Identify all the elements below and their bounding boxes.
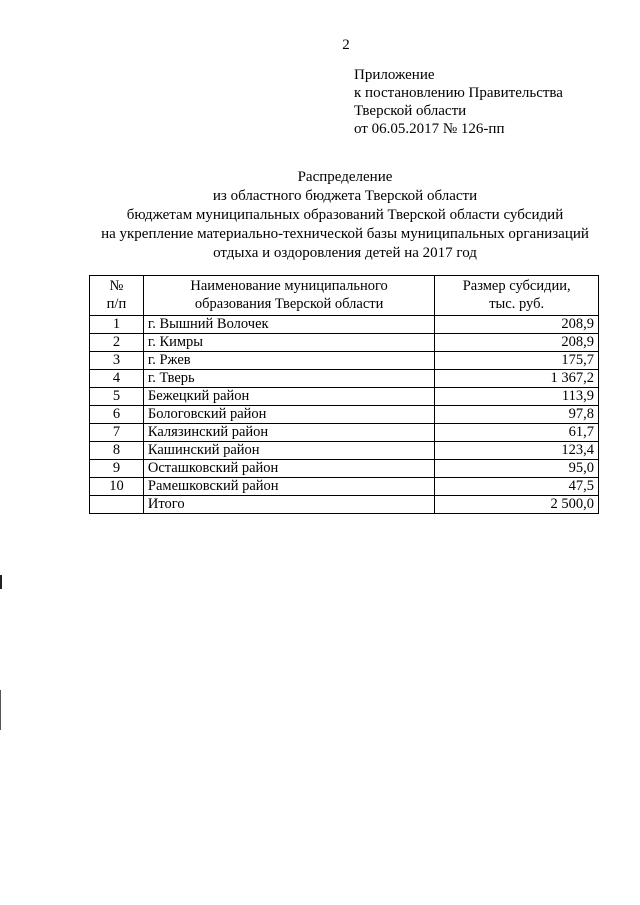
row-amount: 208,9 [435,334,599,352]
row-amount: 61,7 [435,424,599,442]
header-num-line1: № [109,278,124,294]
table-row [90,424,599,442]
table-row [90,352,599,370]
table-row [90,406,599,424]
appendix-header [354,66,563,138]
row-number: 8 [90,442,144,460]
row-amount: 97,8 [435,406,599,424]
row-amount: 123,4 [435,442,599,460]
table-row [90,370,599,388]
table-header-row [90,276,599,316]
row-number: 4 [90,370,144,388]
row-municipality: Бологовский район [143,406,434,424]
title-line: бюджетам муниципальных образований Тверской области субсидий [126,207,564,223]
row-amount: 113,9 [435,388,599,406]
scan-edge-mark [0,690,1,730]
scan-edge-mark [0,575,2,589]
row-number: 7 [90,424,144,442]
appendix-line: от 06.05.2017 № 126-пп [354,121,505,137]
row-number: 9 [90,460,144,478]
header-amount [435,276,599,316]
row-number: 10 [90,478,144,496]
title-line: отдыха и оздоровления детей на 2017 год [213,245,477,261]
header-num [90,276,144,316]
header-num-line2: п/п [106,296,127,312]
appendix-line: Приложение [354,67,435,83]
row-number: 5 [90,388,144,406]
row-amount: 1 367,2 [435,370,599,388]
table-row [90,478,599,496]
appendix-line: Тверской области [354,103,467,119]
row-amount: 95,0 [435,460,599,478]
appendix-line: к постановлению Правительства [354,85,563,101]
row-municipality: Осташковский район [143,460,434,478]
table-row [90,316,599,334]
row-municipality: г. Кимры [143,334,434,352]
row-municipality: г. Ржев [143,352,434,370]
header-amount-line1: Размер субсидии, [462,278,571,294]
table-row [90,442,599,460]
row-municipality: г. Тверь [143,370,434,388]
row-number: 1 [90,316,144,334]
table-row [90,388,599,406]
row-municipality: г. Вышний Волочек [143,316,434,334]
row-municipality: Кашинский район [143,442,434,460]
table-total-row [90,496,599,514]
total-number [90,496,144,514]
row-municipality: Бежецкий район [143,388,434,406]
header-name [143,276,434,316]
row-amount: 47,5 [435,478,599,496]
subsidy-table [89,275,599,514]
header-name-line1: Наименование муниципального [190,278,388,294]
row-amount: 208,9 [435,316,599,334]
title-line: на укрепление материально-технической базы муниципальных организаций [101,226,589,242]
page-number: 2 [342,37,350,53]
row-number: 3 [90,352,144,370]
title-line: Распределение [297,169,393,185]
table-row [90,334,599,352]
table-row [90,460,599,478]
row-number: 6 [90,406,144,424]
total-amount: 2 500,0 [435,496,599,514]
row-municipality: Рамешковский район [143,478,434,496]
header-name-line2: образования Тверской области [194,296,384,312]
document-title [90,168,600,263]
total-label: Итого [143,496,434,514]
row-amount: 175,7 [435,352,599,370]
header-amount-line2: тыс. руб. [489,296,545,312]
row-municipality: Калязинский район [143,424,434,442]
row-number: 2 [90,334,144,352]
title-line: из областного бюджета Тверской области [212,188,478,204]
